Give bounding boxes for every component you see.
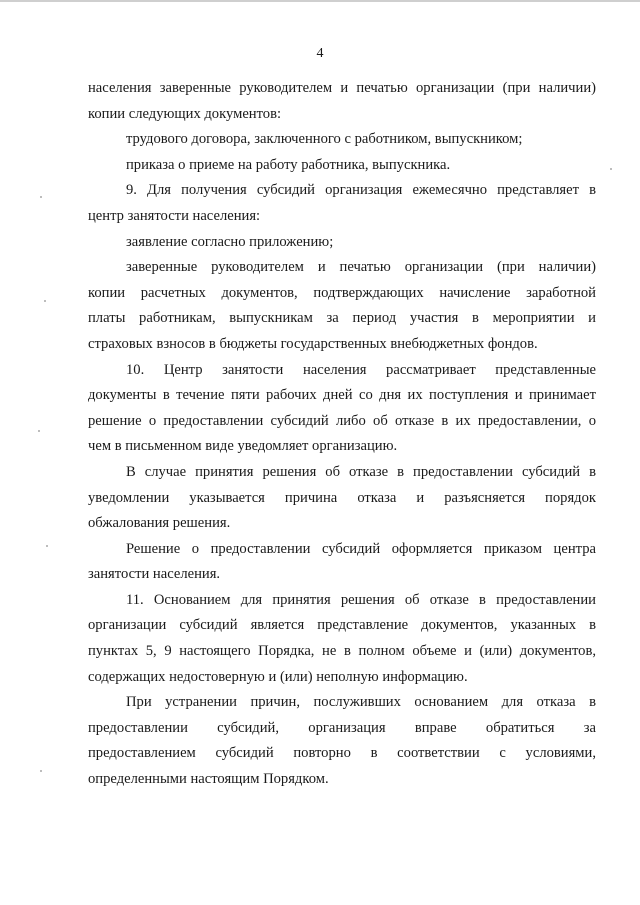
- text-line: При устранении причин, послуживших основанием для отказа в: [126, 694, 596, 711]
- scan-top-edge: [0, 0, 640, 2]
- text-line: определенными настоящим Порядком.: [88, 771, 329, 788]
- text-line: заверенные руководителем и печатью организации (при наличии): [126, 259, 596, 276]
- text-line: трудового договора, заключенного с работником, выпускником;: [126, 131, 523, 148]
- text-line: уведомлении указывается причина отказа и разъясняется порядок: [88, 489, 596, 506]
- scan-speck: [38, 430, 40, 432]
- text-line: заявление согласно приложению;: [126, 233, 334, 250]
- text-line: пунктах 5, 9 настоящего Порядка, не в полном объеме и (или) документов,: [88, 643, 596, 660]
- text-line: 11. Основанием для принятия решения об отказе в предоставлении: [126, 591, 596, 608]
- page-number: 4: [316, 46, 324, 61]
- text-line: Решение о предоставлении субсидий оформляется приказом центра: [126, 540, 596, 557]
- text-line: решение о предоставлении субсидий либо об отказе в их предоставлении, о: [88, 412, 596, 429]
- text-line: 10. Центр занятости населения рассматривает представленные: [126, 361, 596, 378]
- text-line: чем в письменном виде уведомляет организацию.: [88, 438, 398, 455]
- text-line: предоставлении субсидий, организация вправе обратиться за: [88, 719, 596, 736]
- text-line: населения заверенные руководителем и печатью организации (при наличии): [88, 80, 596, 96]
- text-line: документы в течение пяти рабочих дней со дня их поступления и принимает: [88, 387, 596, 404]
- text-line: обжалования решения.: [88, 515, 231, 532]
- text-line: копии следующих документов:: [88, 105, 282, 122]
- scan-speck: [46, 545, 48, 547]
- scan-speck: [610, 168, 612, 170]
- text-line: содержащих недостоверную и (или) неполную информацию.: [88, 668, 468, 685]
- text-line: В случае принятия решения об отказе в предоставлении субсидий в: [126, 463, 596, 480]
- text-line: платы работникам, выпускникам за период участия в мероприятии и: [88, 310, 596, 327]
- text-line: центр занятости населения:: [88, 207, 261, 224]
- document-body: [88, 76, 596, 793]
- text-line: приказа о приеме на работу работника, выпускника.: [126, 156, 451, 173]
- text-line: 9. Для получения субсидий организация ежемесячно представляет в: [126, 182, 596, 199]
- scan-speck: [40, 770, 42, 772]
- text-line: страховых взносов в бюджеты государственных внебюджетных фондов.: [88, 335, 538, 352]
- text-line: копии расчетных документов, подтверждающих начисление заработной: [88, 284, 596, 301]
- text-line: занятости населения.: [88, 566, 221, 583]
- scan-speck: [44, 300, 46, 302]
- text-line: предоставлением субсидий повторно в соответствии с условиями,: [88, 745, 596, 762]
- scan-speck: [40, 196, 42, 198]
- text-line: организации субсидий является представление документов, указанных в: [88, 617, 596, 634]
